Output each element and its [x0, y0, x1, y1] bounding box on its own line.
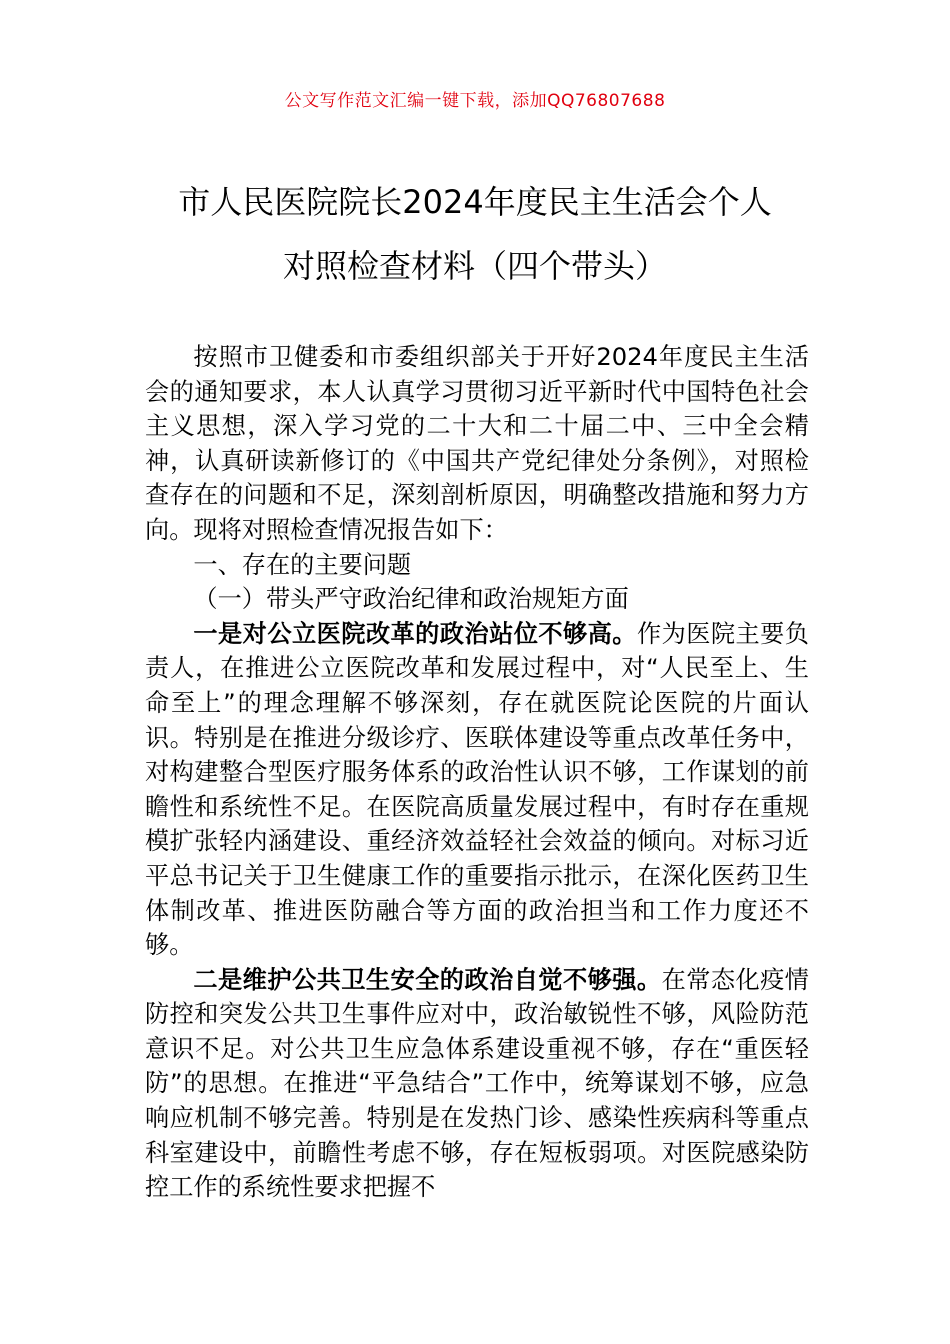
section-heading: 一、存在的主要问题	[193, 550, 412, 579]
point-1-lead: 一是对公立医院改革的政治站位不够高。	[193, 619, 637, 648]
document-body	[145, 340, 809, 1205]
subsection-heading: （一）带头严守政治纪律和政治规矩方面	[193, 585, 629, 614]
document-title	[120, 170, 830, 298]
point-1-text: 作为医院主要负责人，在推进公立医院改革和发展过程中，对“人民至上、生命至上”的理念理解不够深刻，存在就医院论医院的片面认识。特别是在推进分级诊疗、医联体建设等重点改革任务中，对构建整合型医疗服务体系的政治性认识不够，工作谋划的前瞻性和系统性不足。在医院高质量发展过程中，有时存在重规模扩张轻内涵建设、重经济效益轻社会效益的倾向。对标习近平总书记关于卫生健康工作的重要指示批示，在深化医药卫生体制改革、推进医防融合等方面的政治担当和工作力度还不够。	[145, 619, 809, 960]
point-2-paragraph	[145, 963, 809, 1205]
title-line-2: 对照检查材料（四个带头）	[282, 247, 667, 285]
header-note: 公文写作范文汇编一键下载，添加QQ76807688	[284, 91, 666, 111]
intro-paragraph: 按照市卫健委和市委组织部关于开好2024年度民主生活会的通知要求，本人认真学习贯彻习近平新时代中国特色社会主义思想，深入学习党的二十大和二十届二中、三中全会精神，认真研读新修订的《中国共产党纪律处分条例》，对照检查存在的问题和不足，深刻剖析原因，明确整改措施和努力方向。现将对照检查情况报告如下：	[145, 343, 809, 544]
point-1-paragraph	[145, 617, 809, 963]
title-line-1: 市人民医院院长2024年度民主生活会个人	[178, 183, 772, 221]
point-2-text: 在常态化疫情防控和突发公共卫生事件应对中，政治敏锐性不够，风险防范意识不足。对公共卫生应急体系建设重视不够，存在“重医轻防”的思想。在推进“平急结合”工作中，统筹谋划不够，应急响应机制不够完善。特别是在发热门诊、感染性疾病科等重点科室建设中，前瞻性考虑不够，存在短板弱项。对医院感染防控工作的系统性要求把握不	[145, 965, 809, 1202]
point-2-lead: 二是维护公共卫生安全的政治自觉不够强。	[193, 965, 662, 994]
